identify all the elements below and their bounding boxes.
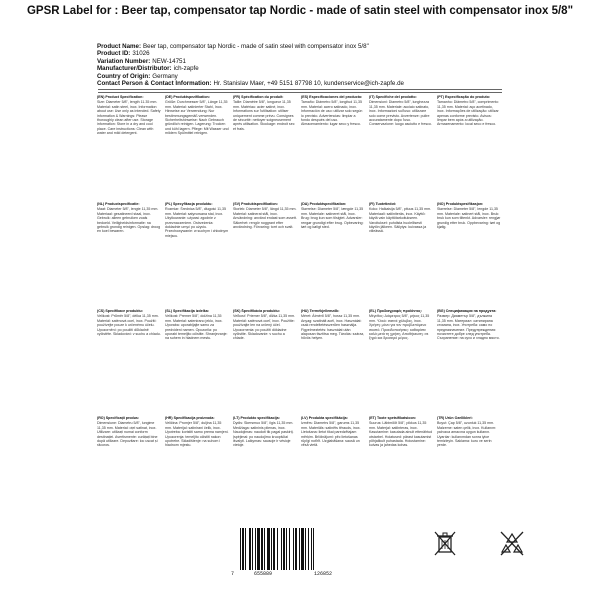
section-heading: (FI) Tuotetiedot: [369,202,397,206]
barcode-number-left: 7 [231,571,235,577]
section-text: Tamanho: Diâmetro 5/8", comprimento 11,35 mm. Material: aço acetinado, inox. Informações de utilização: utilizar apenas conforme previsto. Avisos: limpar bem após a utilização. Armazenamento: local seco e fresco. [437,100,499,127]
info-value: NEW-14751 [152,57,186,65]
section-text: Tamaño: Diámetro 5/8", longitud 11,35 mm. Material: acero satinado, inox. Información de uso: utilizar solo según lo previsto. Advertencias: limpiar a fondo después del uso. Almacenamiento: lugar seco y fresco. [301,100,363,127]
section-heading: (NO) Produktspesifikasjon: [437,202,484,206]
section-text: Veľkosť: Priemer 5/8", dĺžka 11,35 mm. Materiál: saténová oceľ, inox. Použitie: používajte len na určený účel. Upozornenia: po použití dôkladne vyčistite. Skladovanie: v suchu a chlade. [233,314,296,341]
section-text: Velikost: Průměr 5/8", délka 11,35 mm. Materiál: saténová ocel, inox. Použití: používejte pouze k určenému účelu. Upozornění: po použití důkladně vyčistěte. Skladování: v suchu a chladu. [97,314,161,337]
info-row [97,65,404,72]
barcode-number-right: 126852 [314,571,333,577]
section-heading: (SL) Specifikacija izdelka: [165,309,209,313]
section-text: Rozmiar: Średnica 5/8", długość 11,35 mm. Materiał: satynowana stal, inox. Użytkowanie: używać zgodnie z przeznaczeniem. Ostrzeżenia: dokładnie umyć po użyciu. Przechowywanie: w suchym i chłodnym miejscu. [165,207,229,238]
section-text: Storlek: Diameter 5/8", längd 11,35 mm. Material: satinerat stål, inox. Användning: använd endast som avsett. Säkerhet: rengör noggrant efter användning. Förvaring: torrt och svalt. [233,207,297,230]
language-section [369,95,433,196]
language-section [437,309,501,410]
section-heading: (TR) Ürün Özellikleri: [437,416,473,420]
section-text: Størrelse: Diameter 5/8", lengde 11,35 mm. Materiale: satinert stål, inox. Bruk: bruk kun som tiltenkt. Advarsler: rengjør grundig etter bruk. Oppbevaring: tørt og kjølig. [437,207,501,230]
section-text: Μέγεθος: Διάμετρος 5/8", μήκος 11,35 mm. Υλικό: σατινέ χάλυβας, inox. Χρήση: μόνο για τον προβλεπόμενο σκοπό. Προειδοποιήσεις: καθαρίστε καλά μετά τη χρήση. Αποθήκευση: σε ξηρό και δροσερό μέρος. [369,314,430,341]
info-row [97,50,404,57]
section-heading: (FR) Spécification du produit: [233,95,284,99]
section-heading: (LV) Produkta specifikācija: [301,416,348,420]
label-title: GPSR Label for : Beer tap, compensator tap Nordic - made of satin steel with compensator inox 5/8" [26,5,574,17]
info-value: Hr. Stanislav Maer, +49 5151 87798 10, kundenservice@ich-zapfe.de [213,80,404,88]
section-heading: (PL) Specyfikacja produktu: [165,202,213,206]
section-text: Veličina: Promjer 5/8", duljina 11,35 mm. Materijal: satinirani čelik, inox. Upotreba: koristiti samo prema namjeni. Upozorenja: temeljito očistiti nakon upotrebe. Skladištenje: na suhom i hladnom mjestu. [165,421,229,448]
section-heading: (EN) Product Specification: [97,95,144,99]
section-text: Méret: Átmérő 5/8", hossz 11,35 mm. Anyag: szatinált acél, inox. Használat: csak rendeltetésszerűen használja. Figyelmeztetés: használat után alaposan tisztítsa meg. Tárolás: száraz, hűvös helyen. [301,314,365,341]
section-text: Velikost: Premer 5/8", dolžina 11,35 mm. Material: satenirano jeklo, inox. Uporaba: uporabljajte samo za predvideni namen. Opozorila: po uporabi temeljito očistite. Shranjevanje: na suhem in hladnem mestu. [165,314,228,341]
section-heading: (BG) Спецификация на продукта: [437,309,497,313]
section-heading: (PT) Especificação do produto: [437,95,491,99]
info-value: 31026 [132,50,150,58]
language-section [233,416,297,517]
language-section [437,416,501,517]
info-row [97,73,404,80]
section-heading: (NL) Productspecificatie: [97,202,140,206]
section-heading: (LT) Produkto specifikacija: [233,416,280,420]
language-section [301,202,365,303]
info-label: Manufacturer/Distributor: [97,65,172,73]
info-row [97,58,404,65]
section-heading: (CS) Specifikace produktu: [97,309,143,313]
section-heading: (HR) Specifikacija proizvoda: [165,416,215,420]
section-heading: (ES) Especificaciones del producto: [301,95,363,99]
language-section [97,416,161,517]
product-info [97,43,404,87]
info-value: Beer tap, compensator tap Nordic - made of satin steel with compensator inox 5/8" [143,43,369,50]
info-value: ich-zapfe [173,65,199,73]
section-heading: (IT) Specifiche del prodotto: [369,95,417,99]
language-section [165,416,229,517]
section-heading: (SV) Produktspecifikation: [233,202,278,206]
language-section [97,309,161,410]
section-text: Maat: Diameter 5/8", lengte 11,35 mm. Materiaal: gesatineerd staal, inox. Gebruik: alleen gebruiken zoals bedoeld. Veiligheidsinformatie: na gebruik grondig reinigen. Opslag: droog en koel bewaren. [97,207,161,234]
info-label: Country of Origin: [97,72,151,80]
section-text: Boyut: Çap 5/8", uzunluk 11,35 mm. Malzeme: saten çelik, inox. Kullanım: yalnızca amacına uygun kullanın. Uyarılar: kullanımdan sonra iyice temizleyin. Saklama: kuru ve serin yerde. [437,421,497,448]
language-section [369,309,433,410]
section-text: Taille: Diamètre 5/8", longueur 11,35 mm. Matériau: acier satiné, inox. Informations sur l'utilisation: utiliser uniquement comme prévu. Consignes de sécurité: nettoyer soigneusement après utilisation. Stockage: endroit sec et frais. [233,100,295,131]
section-text: Dimensioni: Diametro 5/8", lunghezza 11,35 mm. Materiale: acciaio satinato, inox. Informazioni sull'uso: utilizzare solo come previsto. Avvertenze: pulire accuratamente dopo l'uso. Conservazione: luogo asciutto e fresco. [369,100,432,127]
info-value: Germany [152,72,178,80]
section-heading: (EL) Προδιαγραφές προϊόντος: [369,309,423,313]
section-text: Størrelse: Diameter 5/8", længde 11,35 mm. Materiale: satineret stål, inox. Brug: brug kun som tilsigtet. Advarsler: rengør grundigt efter brug. Opbevaring: tørt og køligt sted. [301,207,364,230]
language-section [97,95,161,196]
separator [98,92,502,93]
section-heading: (DE) Produktspezifikation: [165,95,210,99]
barcode-number-middle: 655889 [254,571,273,577]
info-label: Contact Person & Contact Information: [97,80,212,88]
section-text: Size: Diameter 5/8", length 11.35 mm. Material: satin steel, inox. Information about use: Use only as intended. Safety information & Warnings: Please thoroughly clean after use. Storage information: Store in a dry and cool place. Care instructions: Clean with water and mild detergent. [97,100,161,136]
barcode [238,528,360,570]
section-text: Suurus: Läbimõõt 5/8", pikkus 11,35 mm. Materjal: satiinteras, inox. Kasutamine: kasutada ainult ettenähtud otstarbel. Hoiatused: pärast kasutamist põhjalikult puhastada. Hoiustamine: kuivas ja jahedas kohas. [369,421,433,448]
section-heading: (HU) Termékjellemzők: [301,309,340,313]
language-section [165,95,229,196]
section-text: Izmērs: Diametrs 5/8", garums 11,35 mm. Materiāls: satinēts tērauds, inox. Lietošana: lietot tikai paredzētajam mērķim. Brīdinājumi: pēc lietošanas rūpīgi notīrīt. Uzglabāšana: sausā un vēsā vietā. [301,421,361,448]
section-text: Koko: Halkaisija 5/8", pituus 11,35 mm. Materiaali: satiiniteräs, inox. Käyttö: käytä vain käyttötarkoitukseen. Varoitukset: puhdista huolellisesti käytön jälkeen. Säilytys: kuivassa ja viileässä. [369,207,432,234]
language-section [97,202,161,303]
info-label: Product Name: [97,43,142,50]
language-section [301,416,365,517]
language-section [437,95,501,196]
language-section [233,202,297,303]
language-section [233,95,297,196]
separator [98,89,502,90]
section-text: Размер: Диаметър 5/8", дължина 11,35 mm. Материал: сатинирана стомана, inox. Употреба: само по предназначение. Предупреждения: почистете добре след употреба. Съхранение: на сухо и хладно място. [437,314,500,341]
section-text: Dydis: Skersmuo 5/8", ilgis 11,35 mm. Medžiaga: satininis plienas, inox. Naudojimas: naudoti tik pagal paskirtį. Įspėjimai: po naudojimo kruopščiai išvalyti. Laikymas: sausoje ir vėsioje vietoje. [233,421,294,448]
language-section [301,309,365,410]
language-section [437,202,501,303]
section-heading: (RO) Specificații produs: [97,416,140,420]
section-text: Dimensiune: Diametru 5/8", lungime 11,35 mm. Material: oțel satinat, inox. Utilizare: utilizați numai conform destinației. Avertismente: curățați bine după utilizare. Depozitare: loc uscat și răcoros. [97,421,158,448]
section-heading: (DA) Produktspecifikation: [301,202,347,206]
info-row [97,43,404,50]
language-section [233,309,297,410]
recycling-crossed-icon [497,528,527,558]
language-section [165,309,229,410]
trash-bin-crossed-icon [430,528,460,558]
section-heading: (ET) Toote spetsifikatsioon: [369,416,417,420]
info-label: Product ID: [97,50,131,58]
section-text: Größe: Durchmesser 5/8", Länge 11,35 mm. Material: satinierter Stahl, Inox. Hinweise zur Verwendung: Nur bestimmungsgemäß verwenden. Sicherheitshinweise: Nach Gebrauch gründlich reinigen. Lagerung: Trocken und kühl lagern. Pflege: Mit Wasser und mildem Spülmittel reinigen. [165,100,229,136]
section-heading: (SK) Špecifikácia produktu: [233,309,280,313]
info-label: Variation Number: [97,57,151,65]
language-section [301,95,365,196]
language-section [165,202,229,303]
info-row [97,80,404,87]
language-section [369,416,433,517]
language-section [369,202,433,303]
